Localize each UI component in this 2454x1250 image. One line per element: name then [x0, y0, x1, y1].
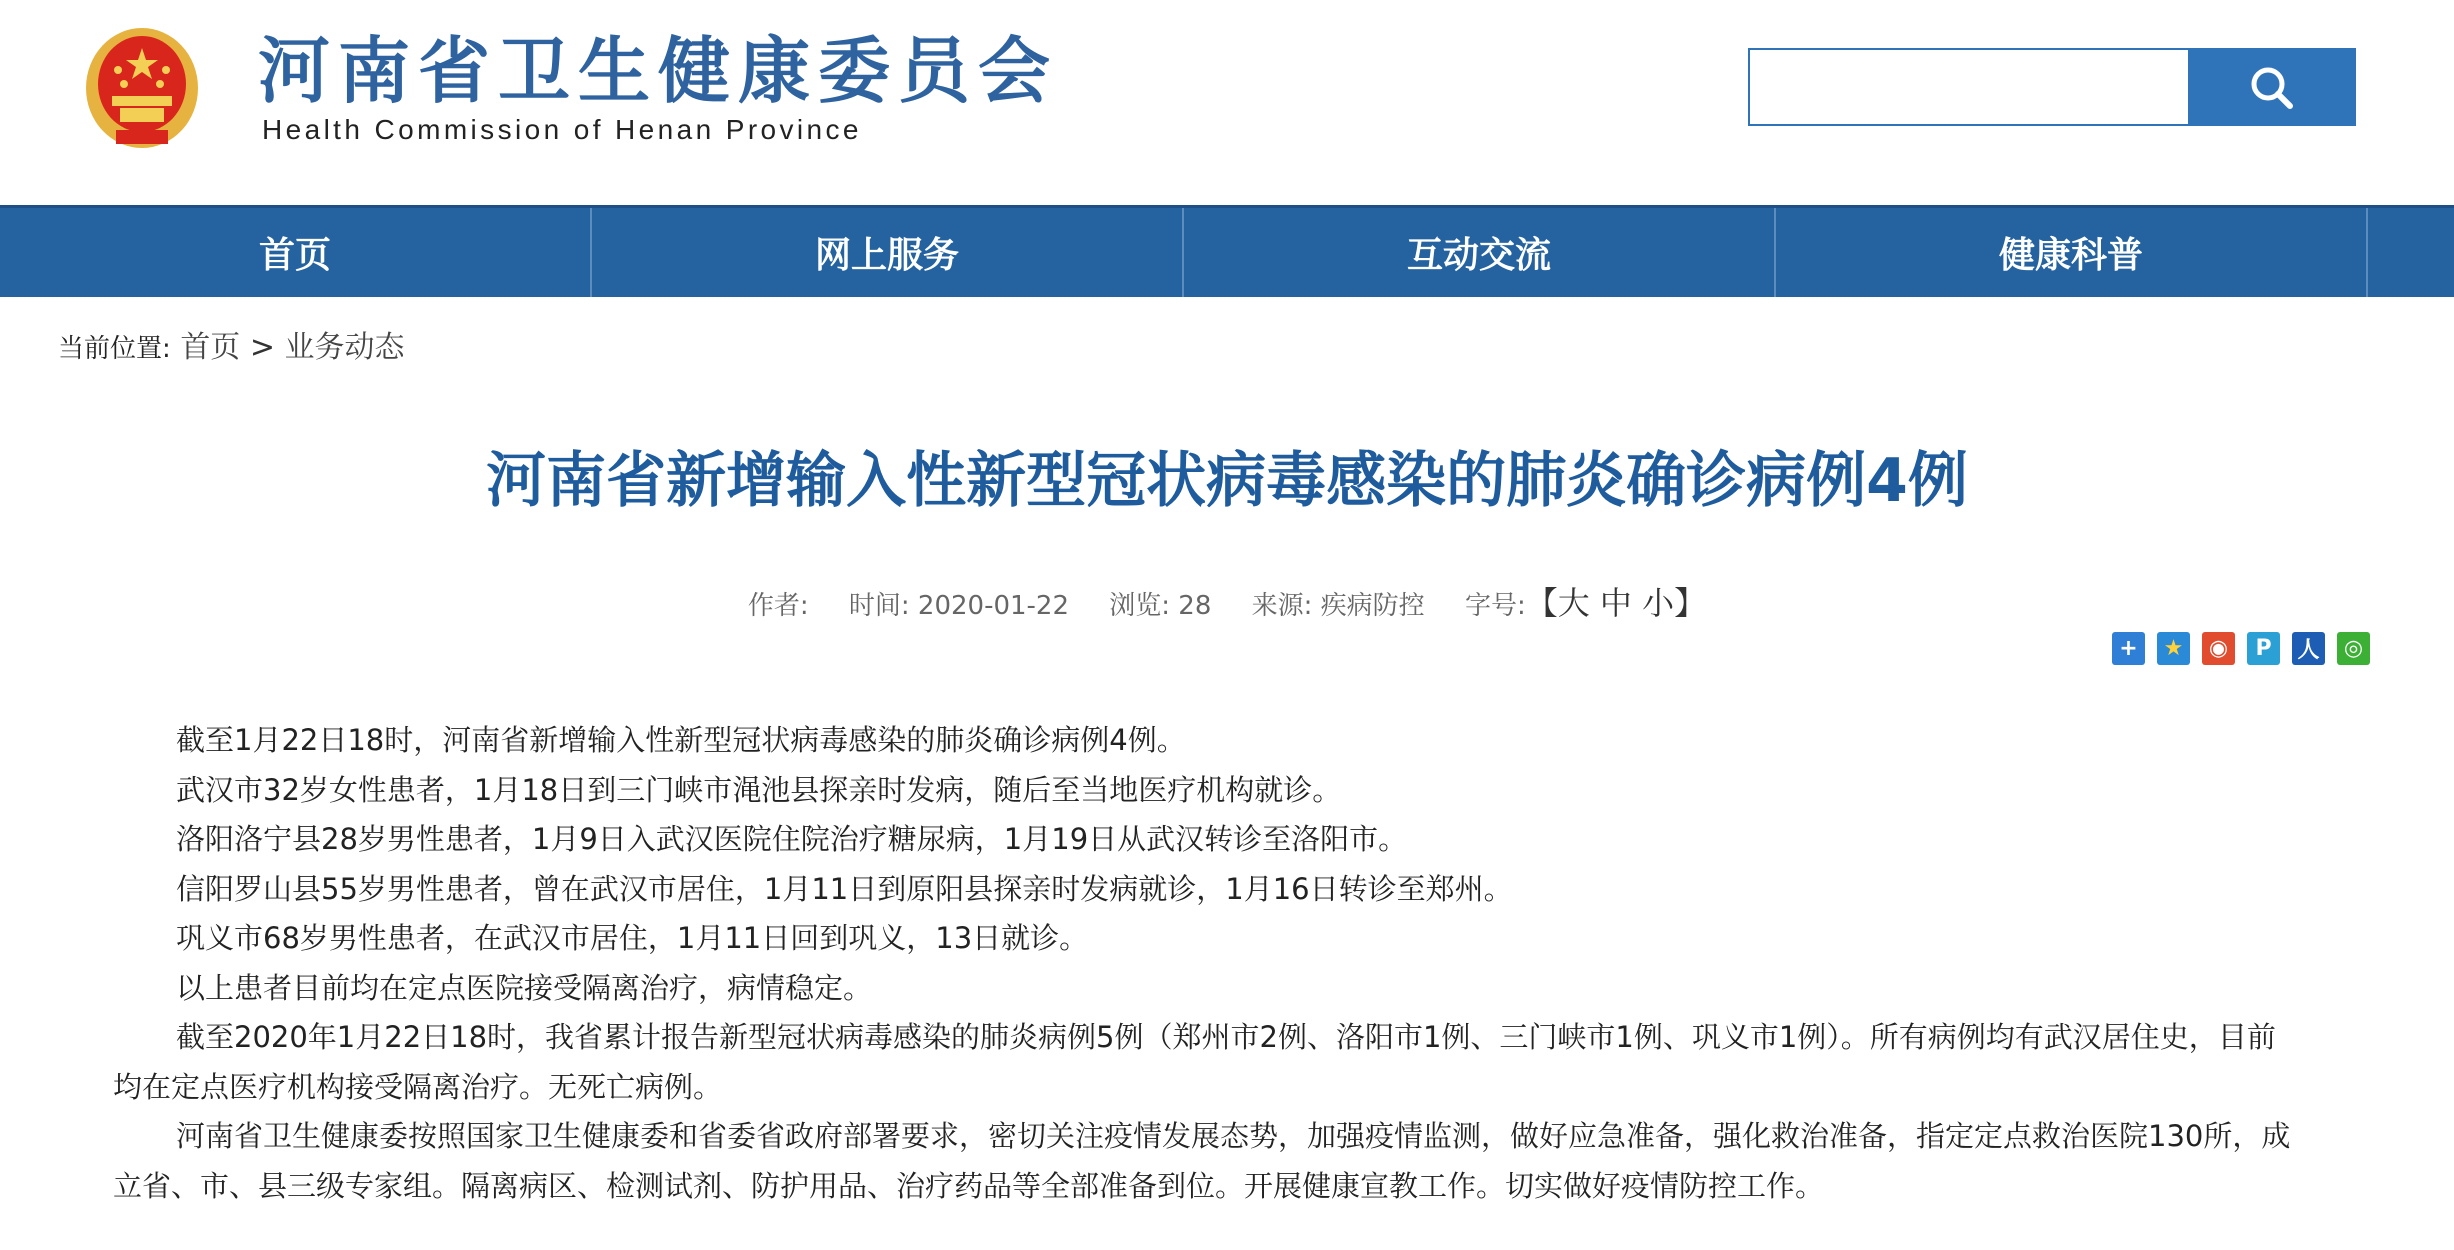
- search-button[interactable]: [2188, 50, 2354, 124]
- breadcrumb-label: 当前位置:: [58, 334, 171, 364]
- search-icon: [2248, 64, 2294, 110]
- paragraph: 河南省卫生健康委按照国家卫生健康委和省委省政府部署要求，密切关注疫情发展态势，加强疫情监测，做好应急准备，强化救治准备，指定定点救治医院130所，成立省、市、县三级专家组。隔离病区、检测试剂、防护用品、治疗药品等全部准备到位。开展健康宣教工作。切实做好疫情防控工作。: [113, 1119, 2291, 1203]
- meta-source: 来源: 疾病防控: [1251, 591, 1425, 621]
- breadcrumb: [58, 322, 405, 366]
- nav-spacer: [2368, 208, 2454, 297]
- search-box: [1748, 48, 2356, 126]
- paragraph: 信阳罗山县55岁男性患者，曾在武汉市居住，1月11日到原阳县探亲时发病就诊，1月16日转诊至郑州。: [176, 871, 1513, 906]
- nav-online-services[interactable]: 网上服务: [592, 208, 1184, 297]
- paragraph: 截至1月22日18时，河南省新增输入性新型冠状病毒感染的肺炎确诊病例4例。: [176, 723, 1186, 757]
- site-subtitle: Health Commission of Henan Province: [262, 114, 862, 145]
- font-small-link[interactable]: 小: [1642, 584, 1675, 622]
- bracket-close: 】: [1674, 584, 1707, 622]
- paragraph: 洛阳洛宁县28岁男性患者，1月9日入武汉医院住院治疗糖尿病，1月19日从武汉转诊至洛阳市。: [176, 822, 1408, 856]
- article-meta: [0, 578, 2454, 624]
- bracket-open: 【: [1525, 584, 1558, 622]
- national-emblem-logo: [82, 26, 202, 151]
- paragraph: 巩义市68岁男性患者，在武汉市居住，1月11日回到巩义，13日就诊。: [176, 921, 1089, 955]
- paragraph: 武汉市32岁女性患者，1月18日到三门峡市渑池县探亲时发病，随后至当地医疗机构就诊。: [176, 772, 1342, 807]
- meta-author: 作者:: [747, 591, 809, 621]
- nav-health-science[interactable]: 健康科普: [1776, 208, 2368, 297]
- font-large-link[interactable]: 大: [1557, 584, 1590, 622]
- font-medium-link[interactable]: 中: [1599, 584, 1632, 622]
- nav-home[interactable]: 首页: [0, 208, 592, 297]
- article-body: [113, 716, 2293, 1211]
- paragraph: 以上患者目前均在定点医院接受隔离治疗，病情稳定。: [176, 970, 873, 1005]
- nav-interaction[interactable]: 互动交流: [1184, 208, 1776, 297]
- meta-font-size: [1464, 584, 1707, 622]
- plus-icon[interactable]: +: [2112, 632, 2145, 665]
- breadcrumb-business-news[interactable]: 业务动态: [284, 330, 405, 365]
- meta-time: 时间: 2020-01-22: [848, 591, 1070, 621]
- font-size-label: 字号:: [1464, 591, 1526, 621]
- site-title: 河南省卫生健康委员会: [258, 29, 1059, 113]
- wechat-icon[interactable]: ◎: [2337, 632, 2370, 665]
- search-input[interactable]: [1750, 50, 2188, 124]
- renren-icon[interactable]: 人: [2292, 632, 2325, 665]
- breadcrumb-home[interactable]: 首页: [180, 330, 241, 365]
- article-title: 河南省新增输入性新型冠状病毒感染的肺炎确诊病例4例: [486, 446, 1968, 516]
- tencent-weibo-icon[interactable]: P: [2247, 632, 2280, 665]
- paragraph: 截至2020年1月22日18时，我省累计报告新型冠状病毒感染的肺炎病例5例（郑州市2例、洛阳市1例、三门峡市1例、巩义市1例）。所有病例均有武汉居住史，目前均在定点医疗机构接受隔离治疗。无死亡病例。: [113, 1020, 2276, 1104]
- weibo-icon[interactable]: ◉: [2202, 632, 2235, 665]
- qzone-icon[interactable]: ★: [2157, 632, 2190, 665]
- main-nav: [0, 205, 2454, 297]
- breadcrumb-separator: >: [249, 330, 275, 365]
- share-bar: [2112, 632, 2370, 665]
- meta-views: 浏览: 28: [1109, 591, 1212, 621]
